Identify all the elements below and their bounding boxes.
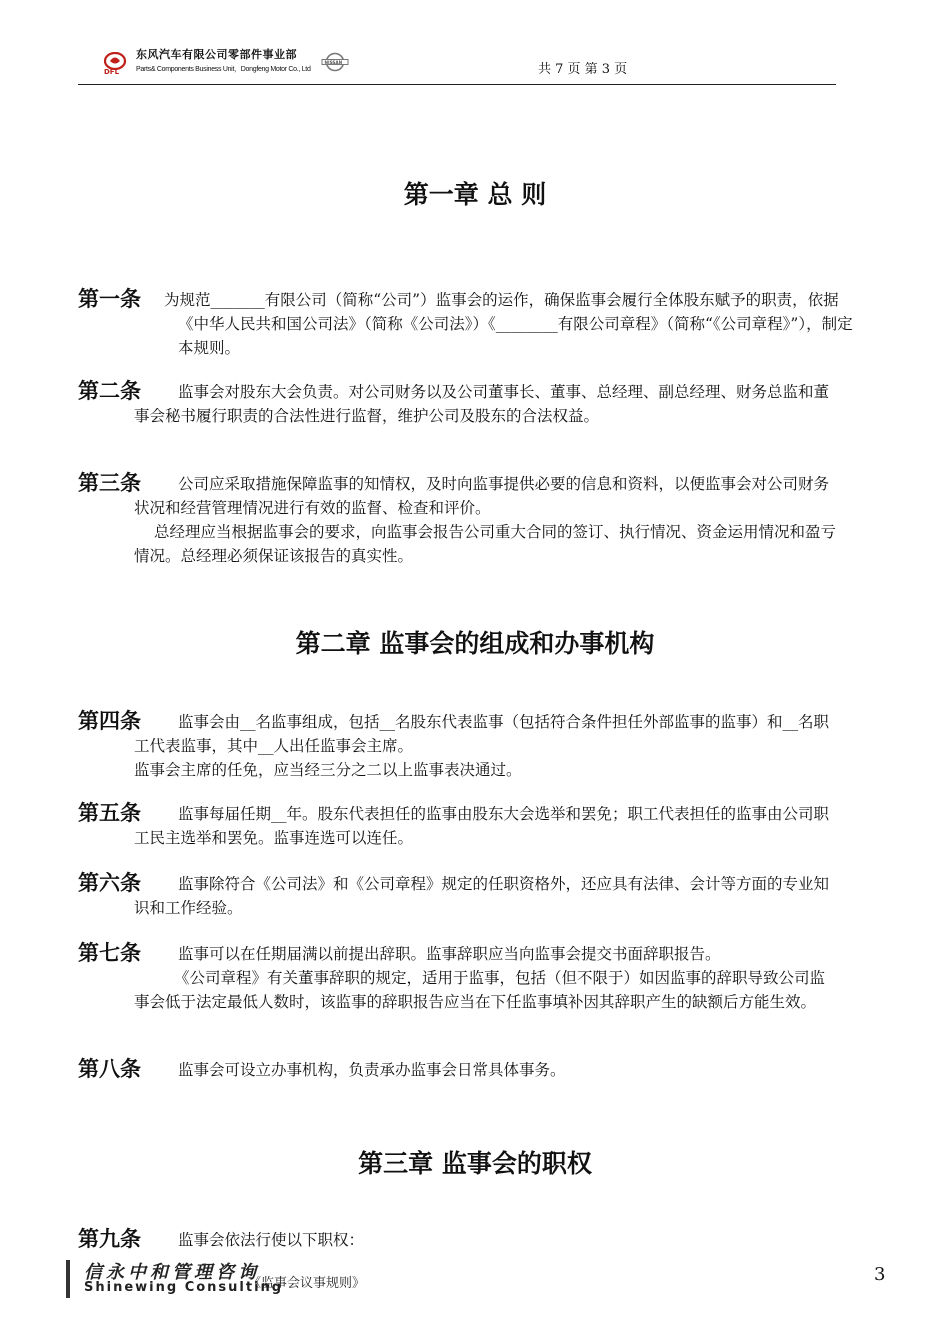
article-text-2: 监事会主席的任免，应当经三分之二以上监事表决通过。 [134, 761, 522, 779]
article-text: 监事会依法行使以下职权： [178, 1231, 365, 1249]
article-label: 第四条 [78, 709, 141, 733]
article-text: 监事除符合《公司法》和《公司章程》规定的任职资格外，还应具有法律、会计等方面的专业知识和工作经验。 [134, 875, 830, 917]
article-text: 公司应采取措施保障监事的知情权，及时向监事提供必要的信息和资料，以便监事会对公司财务状况和经营管理情况进行有效的监督、检查和评价。 [134, 475, 830, 517]
page-footer [66, 1258, 896, 1302]
footer-doc-title: 《监事会议事规则》 [248, 1276, 366, 1291]
article-label: 第七条 [78, 941, 141, 965]
article-7 [78, 942, 838, 1014]
article-text: 监事会对股东大会负责。对公司财务以及公司董事长、董事、总经理、副总经理、财务总监和董事会秘书履行职责的合法性进行监督，维护公司及股东的合法权益。 [134, 383, 830, 425]
article-6 [78, 872, 838, 920]
header-page-info: 共 7 页 第 3 页 [538, 62, 628, 77]
article-text: 监事会可设立办事机构，负责承办监事会日常具体事务。 [178, 1061, 566, 1079]
article-label: 第三条 [78, 471, 141, 495]
nissan-logo-icon [320, 52, 350, 72]
article-text: 监事每届任期__年。股东代表担任的监事由股东大会选举和罢免；职工代表担任的监事由公司职工民主选举和罢免。监事连选可以连任。 [134, 805, 830, 847]
article-label: 第八条 [78, 1057, 141, 1081]
footer-page-number: 3 [874, 1264, 886, 1285]
article-label: 第二条 [78, 379, 141, 403]
chapter-1-title: 第一章 总 则 [403, 180, 547, 209]
svg-text:DFL: DFL [104, 68, 120, 74]
footer-brand-cn: 信永中和管理咨询 [84, 1262, 260, 1283]
article-5 [78, 802, 838, 850]
article-3 [78, 472, 838, 568]
article-text-2: 总经理应当根据监事会的要求，向监事会报告公司重大合同的签订、执行情况、资金运用情况和盈亏情况。总经理必须保证该报告的真实性。 [134, 523, 837, 565]
article-9 [78, 1228, 838, 1252]
article-label: 第九条 [78, 1227, 141, 1251]
article-text: 监事可以在任期届满以前提出辞职。监事辞职应当向监事会提交书面辞职报告。 [178, 945, 721, 963]
article-2 [78, 380, 838, 428]
article-text: 为规范_______有限公司（简称“公司”）监事会的运作，确保监事会履行全体股东赋予的职责，依据《中华人民共和国公司法》（简称《公司法》）《________有限公司章程》（简称“《公司章程》”），制定本规则。 [164, 291, 853, 357]
article-text-2: 《公司章程》有关董事辞职的规定，适用于监事，包括（但不限于）如因监事的辞职导致公司监事会低于法定最低人数时，该监事的辞职报告应当在下任监事填补因其辞职产生的缺额后方能生效。 [134, 969, 826, 1011]
chapter-3-title: 第三章 监事会的职权 [358, 1149, 592, 1178]
article-label: 第六条 [78, 871, 141, 895]
article-label: 第一条 [78, 287, 141, 311]
header-company-en: Parts& Components Business Unit，Dongfeng Motor Co., Ltd [136, 66, 311, 73]
article-1 [78, 287, 853, 360]
footer-brand-en: Shinewing Consulting [84, 1280, 284, 1295]
footer-bar [66, 1260, 70, 1298]
page-header [78, 44, 836, 85]
article-text: 监事会由__名监事组成，包括__名股东代表监事（包括符合条件担任外部监事的监事）和__名职工代表监事，其中__人出任监事会主席。 [134, 713, 830, 755]
chapter-2-title: 第二章 监事会的组成和办事机构 [295, 629, 655, 658]
header-company-cn: 东风汽车有限公司零部件事业部 [136, 48, 297, 61]
dongfeng-logo-icon [102, 52, 128, 74]
article-label: 第五条 [78, 801, 141, 825]
article-8 [78, 1058, 838, 1082]
svg-text:NISSAN: NISSAN [324, 59, 343, 65]
article-4 [78, 710, 838, 782]
